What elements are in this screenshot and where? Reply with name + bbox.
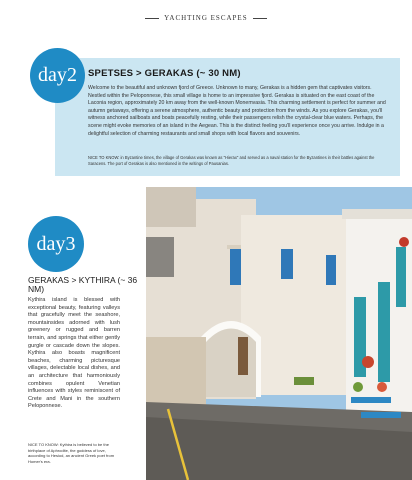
header-rule-right <box>253 18 267 19</box>
day3-note: NICE TO KNOW: Kythira is believed to be the birthplace of Aphrodite, the goddess of love, according to Hesiod, an ancient Greek poet from Homer's era. <box>28 442 115 464</box>
photo-illustration <box>146 187 412 480</box>
page-header <box>0 14 412 22</box>
header-title: YACHTING ESCAPES <box>164 14 248 22</box>
day3-label: day <box>36 232 66 255</box>
kythira-village-photo <box>146 187 412 480</box>
day3-title: GERAKAS > KYTHIRA (~ 36 NM) <box>28 275 138 294</box>
day3-badge <box>28 216 84 272</box>
header-rule-left <box>145 18 159 19</box>
day3-number: 3 <box>65 232 76 255</box>
day2-note: NICE TO KNOW: in Byzantine times, the village of Gerakas was known as "Hierax" and served as a naval station for the Byzantines in their battles against the Saracens. The port of Gerakas is also mentioned in the writings of Pausanias. <box>88 155 375 166</box>
day2-badge <box>30 48 85 103</box>
day3-body: Kythira island is blessed with exceptional beauty, featuring valleys that gracefully meet the seashore, mountainsides adorned with lush greenery or rugged and barren terrain, and springs that either gently gurgle or cascade down the slopes. Kythira also boasts magnificent beaches, charming picturesque villages, delectable local dishes, and an architecture that harmoniously combines opulent Venetian influences with styles reminiscent of Crete and Mani in the southern Peloponnese. <box>28 297 120 410</box>
day2-label: day <box>38 64 67 86</box>
day2-title: SPETSES > GERAKAS (~ 30 NM) <box>88 68 241 79</box>
day2-number: 2 <box>66 64 77 86</box>
day2-body: Welcome to the beautiful and unknown fjord of Greece. Unknown to many, Gerakas is a hidden gem that captivates visitors. Nestled within the Peloponnese, this small village is home to an impressive fjord. Gerakas is situated on the east coast of the Laconia region, approximately 20 km away from the well-known Monemvasia. This charming settlement is perfect for summer and autumn getaways, offering a serene atmosphere, authentic beauty and protection from the winds. As you explore Gerakas, you'll witness anchored sailboats and boats peacefully resting, while their passengers relish the crystal-clear blue waters. Perhaps, the scene might evoke memories of an island in the Aegean. This is the distinct feeling you'll experience once you arrive. Indulge in a delightful selection of charming restaurants and small shops with local flavors and souvenirs. <box>88 85 386 137</box>
